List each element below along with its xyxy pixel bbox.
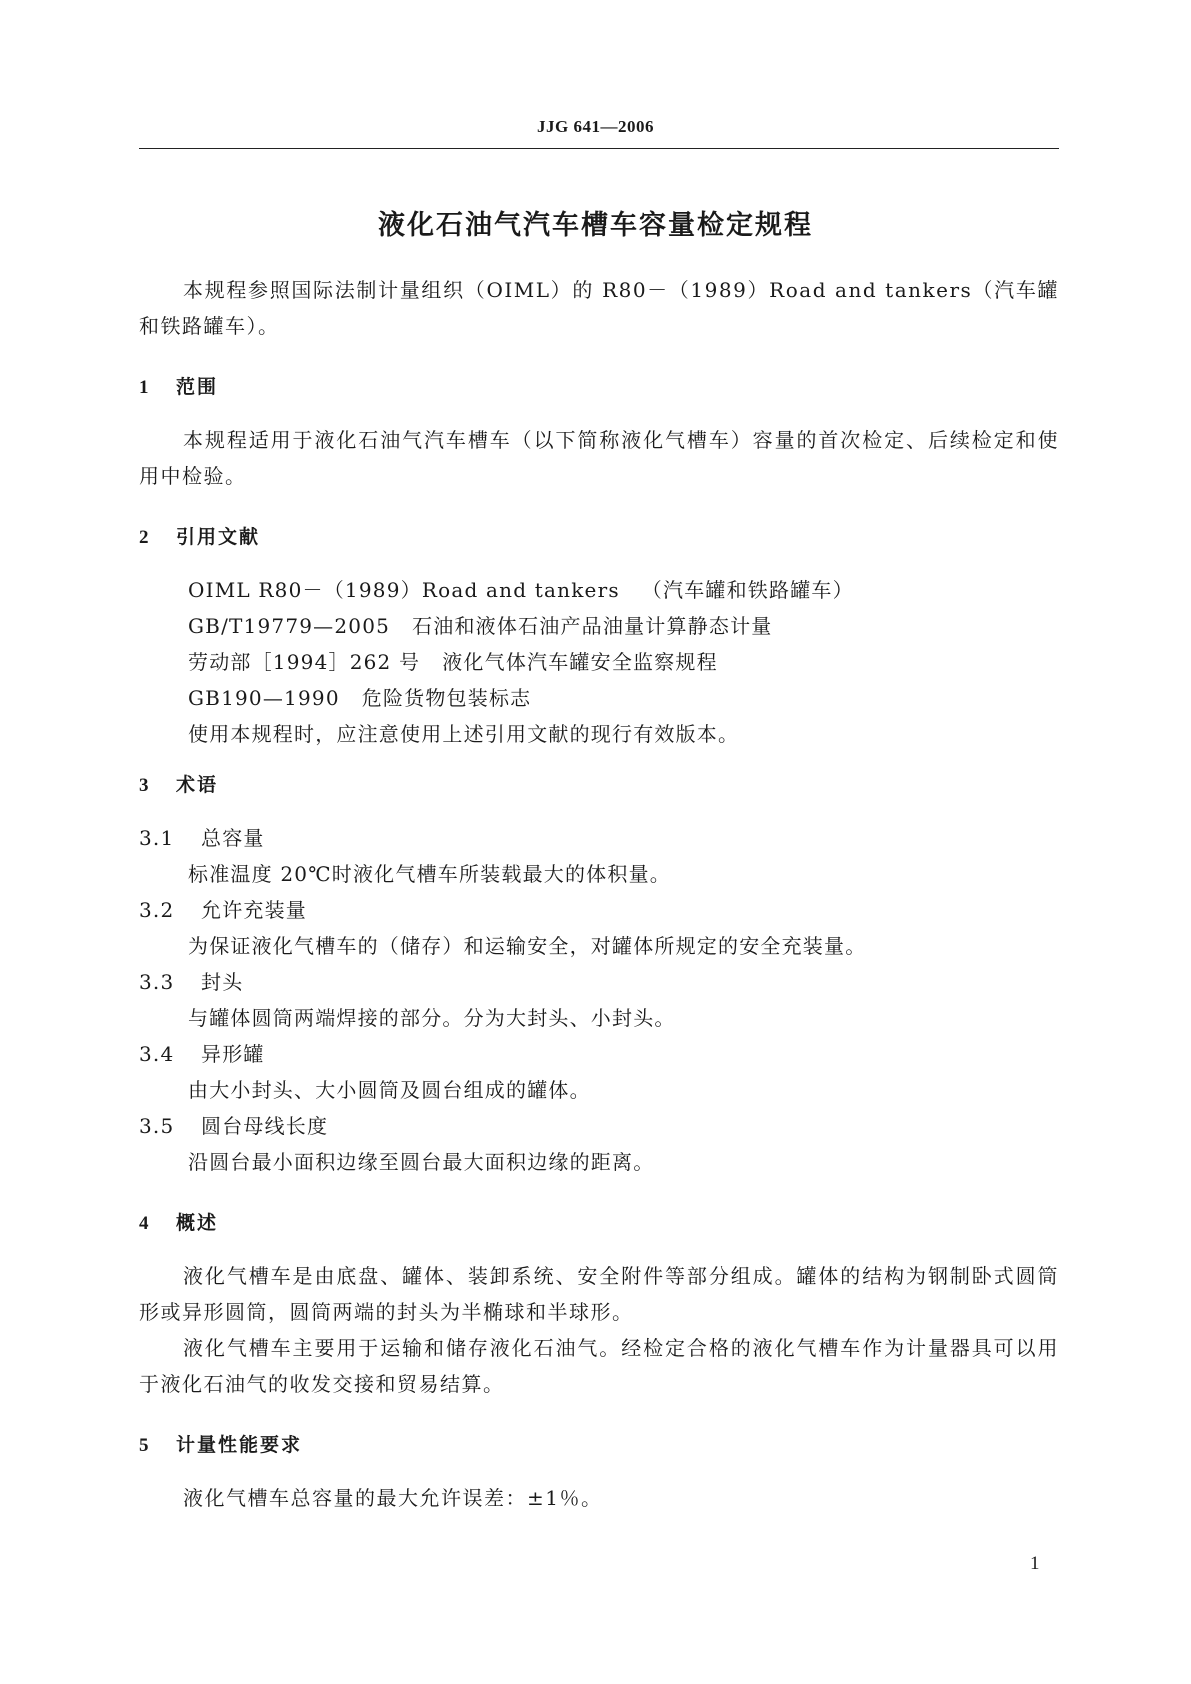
term-heading (139, 966, 243, 995)
section-title: 计量性能要求 (176, 1434, 303, 1456)
term-number: 3.5 (139, 1114, 175, 1138)
reference-code: GB190—1990 (188, 686, 340, 710)
reference-item (188, 646, 718, 675)
section-5-heading (139, 1430, 302, 1457)
reference-item (188, 574, 854, 603)
standard-code: JJG 641—2006 (537, 117, 654, 136)
section-2-heading (139, 522, 260, 549)
reference-note: 使用本规程时，应注意使用上述引用文献的现行有效版本。 (188, 722, 740, 746)
reference-name: 危险货物包装标志 (361, 686, 532, 710)
reference-code: 劳动部［1994］262 号 (188, 650, 421, 674)
term-definition: 标准温度 20℃时液化气槽车所装载最大的体积量。 (188, 862, 671, 886)
section-number: 5 (139, 1435, 151, 1456)
document-title: 液化石油气汽车槽车容量检定规程 (378, 210, 813, 241)
term-number: 3.2 (139, 898, 175, 922)
section-number: 1 (139, 377, 151, 398)
reference-name: （汽车罐和铁路罐车） (641, 578, 854, 602)
header-rule (139, 148, 1059, 149)
reference-name: 石油和液体石油产品油量计算静态计量 (412, 614, 773, 638)
section-number: 3 (139, 775, 151, 796)
page-number: 1 (1030, 1553, 1040, 1574)
section-4-paragraph-2: 液化气槽车主要用于运输和储存液化石油气。经检定合格的液化气槽车作为计量器具可以用于液化石油气的收发交接和贸易结算。 (139, 1336, 1059, 1396)
section-title: 引用文献 (176, 526, 261, 548)
term-name: 封头 (201, 970, 244, 994)
reference-code: OIML R80－（1989）Road and tankers (188, 578, 620, 602)
section-title: 范围 (176, 376, 219, 398)
term-name: 异形罐 (201, 1042, 265, 1066)
reference-item (188, 682, 531, 711)
section-title: 概述 (176, 1212, 219, 1234)
term-definition: 为保证液化气槽车的（储存）和运输安全，对罐体所规定的安全充装量。 (188, 934, 867, 958)
term-heading (139, 822, 265, 851)
term-number: 3.1 (139, 826, 175, 850)
section-5-paragraph: 液化气槽车总容量的最大允许误差：±1％。 (183, 1486, 603, 1510)
term-name: 圆台母线长度 (201, 1114, 329, 1138)
section-4-heading (139, 1208, 218, 1235)
reference-name: 液化气体汽车罐安全监察规程 (442, 650, 718, 674)
term-definition: 与罐体圆筒两端焊接的部分。分为大封头、小封头。 (188, 1006, 676, 1030)
term-heading (139, 1038, 265, 1067)
section-3-heading (139, 770, 218, 797)
term-heading (139, 894, 307, 923)
section-number: 2 (139, 527, 151, 548)
reference-code: GB/T19779—2005 (188, 614, 391, 638)
section-1-paragraph: 本规程适用于液化石油气汽车槽车（以下简称液化气槽车）容量的首次检定、后续检定和使用中检验。 (139, 428, 1059, 488)
term-heading (139, 1110, 328, 1139)
intro-paragraph: 本规程参照国际法制计量组织（OIML）的 R80－（1989）Road and tankers（汽车罐和铁路罐车）。 (139, 278, 1059, 338)
term-number: 3.3 (139, 970, 175, 994)
term-definition: 沿圆台最小面积边缘至圆台最大面积边缘的距离。 (188, 1150, 655, 1174)
term-name: 总容量 (201, 826, 265, 850)
section-1-heading (139, 372, 218, 399)
term-name: 允许充装量 (201, 898, 307, 922)
term-number: 3.4 (139, 1042, 175, 1066)
section-number: 4 (139, 1213, 151, 1234)
term-definition: 由大小封头、大小圆筒及圆台组成的罐体。 (188, 1078, 591, 1102)
reference-item (188, 610, 772, 639)
section-4-paragraph-1: 液化气槽车是由底盘、罐体、装卸系统、安全附件等部分组成。罐体的结构为钢制卧式圆筒形或异形圆筒，圆筒两端的封头为半椭球和半球形。 (139, 1264, 1059, 1324)
section-title: 术语 (176, 774, 219, 796)
